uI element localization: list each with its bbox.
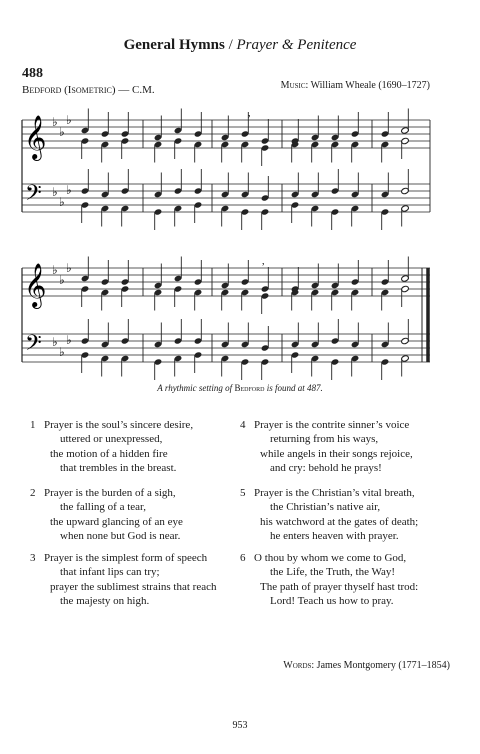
- verse-line: Prayer is the Christian’s vital breath,: [254, 487, 415, 499]
- score-system-1: [22, 108, 430, 230]
- words-label-initial: W: [283, 660, 293, 671]
- verse-line: and cry: behold he prays!: [270, 461, 382, 474]
- hymn-number: 488: [22, 66, 43, 81]
- verse-6: [240, 551, 418, 608]
- svg-text:♭: ♭: [52, 335, 58, 349]
- svg-text:♭: ♭: [66, 113, 72, 127]
- bass-clef-icon: 𝄢: [25, 331, 42, 361]
- bass-clef-icon: 𝄢: [25, 181, 42, 211]
- verse-1: [30, 418, 193, 475]
- verse-4: [240, 418, 413, 475]
- svg-text:♭: ♭: [66, 183, 72, 197]
- verse-line: Lord! Teach us how to pray.: [270, 594, 394, 607]
- svg-text:♭: ♭: [52, 185, 58, 199]
- svg-text:♭: ♭: [52, 263, 58, 277]
- key-signature: [52, 261, 72, 359]
- words-label-rest: ords:: [292, 660, 315, 671]
- verse-line: he enters heaven with prayer.: [270, 529, 399, 542]
- verse-line: the upward glancing of an eye: [50, 515, 183, 528]
- note-tune-rest: edford: [240, 383, 265, 393]
- verse-line: when none but God is near.: [60, 529, 181, 542]
- music-composer: William Wheale (1690–1727): [308, 80, 430, 91]
- verse-number: 1: [30, 419, 36, 431]
- verse-line: the falling of a tear,: [60, 501, 146, 514]
- music-label-initial: M: [280, 80, 290, 91]
- verse-line: Prayer is the soul’s sincere desire,: [44, 419, 194, 431]
- verse-line: O thou by whom we come to God,: [254, 552, 407, 564]
- verse-line: the motion of a hidden fire: [50, 447, 168, 460]
- verse-line: Prayer is the contrite sinner’s voice: [254, 419, 410, 431]
- svg-text:♭: ♭: [59, 125, 65, 139]
- treble-clef-icon: 𝄞: [24, 263, 47, 307]
- verse-line: The path of prayer thyself hast trod:: [260, 580, 419, 593]
- tune-name-initial: B: [22, 84, 30, 96]
- verse-line: the Life, the Truth, the Way!: [270, 566, 396, 579]
- verse-number: 4: [240, 419, 246, 431]
- svg-text:♭: ♭: [52, 115, 58, 129]
- verse-line: prayer the sublimest strains that reach: [50, 580, 217, 593]
- verse-line: the majesty on high.: [60, 594, 150, 607]
- verse-line: Prayer is the simplest form of speech: [44, 552, 208, 564]
- verse-line: while angels in their songs rejoice,: [260, 447, 413, 460]
- verse-number: 6: [240, 552, 246, 564]
- note-text-end: is found at 487.: [264, 383, 323, 393]
- words-credit: [283, 660, 450, 671]
- verse-line: uttered or unexpressed,: [60, 433, 163, 446]
- verse-line: that infant lips can try;: [60, 566, 160, 579]
- verse-line: that trembles in the breast.: [60, 461, 177, 474]
- words-author: James Montgomery (1771–1854): [314, 660, 450, 671]
- verse-line: his watchword at the gates of death;: [260, 515, 419, 528]
- verse-number: 3: [30, 552, 36, 564]
- svg-text:♭: ♭: [66, 333, 72, 347]
- verse-5: [240, 486, 418, 543]
- verse-3: [30, 551, 216, 608]
- verse-line: the Christian’s native air,: [270, 501, 381, 514]
- verse-line: Prayer is the burden of a sigh,: [44, 487, 176, 499]
- verse-number: 2: [30, 487, 36, 499]
- music-label-rest: usic:: [289, 80, 309, 91]
- breath-mark: ,: [248, 108, 251, 119]
- tune-meter: — C.M.: [115, 84, 155, 96]
- svg-text:♭: ♭: [59, 273, 65, 287]
- breath-mark: ,: [262, 256, 265, 267]
- score-system-2: [22, 256, 430, 380]
- verse-line: returning from his ways,: [270, 433, 379, 446]
- header-separator: /: [224, 37, 237, 53]
- svg-text:♭: ♭: [59, 345, 65, 359]
- rhythmic-setting-note: [0, 383, 480, 393]
- section-title: General Hymns: [123, 37, 225, 53]
- page-number: 953: [232, 720, 248, 731]
- note-tune-initial: B: [234, 383, 241, 393]
- svg-text:♭: ♭: [66, 261, 72, 275]
- svg-text:♭: ♭: [59, 195, 65, 209]
- verse-2: [30, 486, 183, 543]
- note-text: A rhythmic setting of: [157, 383, 235, 393]
- treble-clef-icon: 𝄞: [24, 115, 47, 159]
- tune-name-rest: edford (Isometric): [29, 84, 116, 96]
- verse-number: 5: [240, 487, 246, 499]
- section-subtitle: Prayer & Penitence: [236, 37, 357, 53]
